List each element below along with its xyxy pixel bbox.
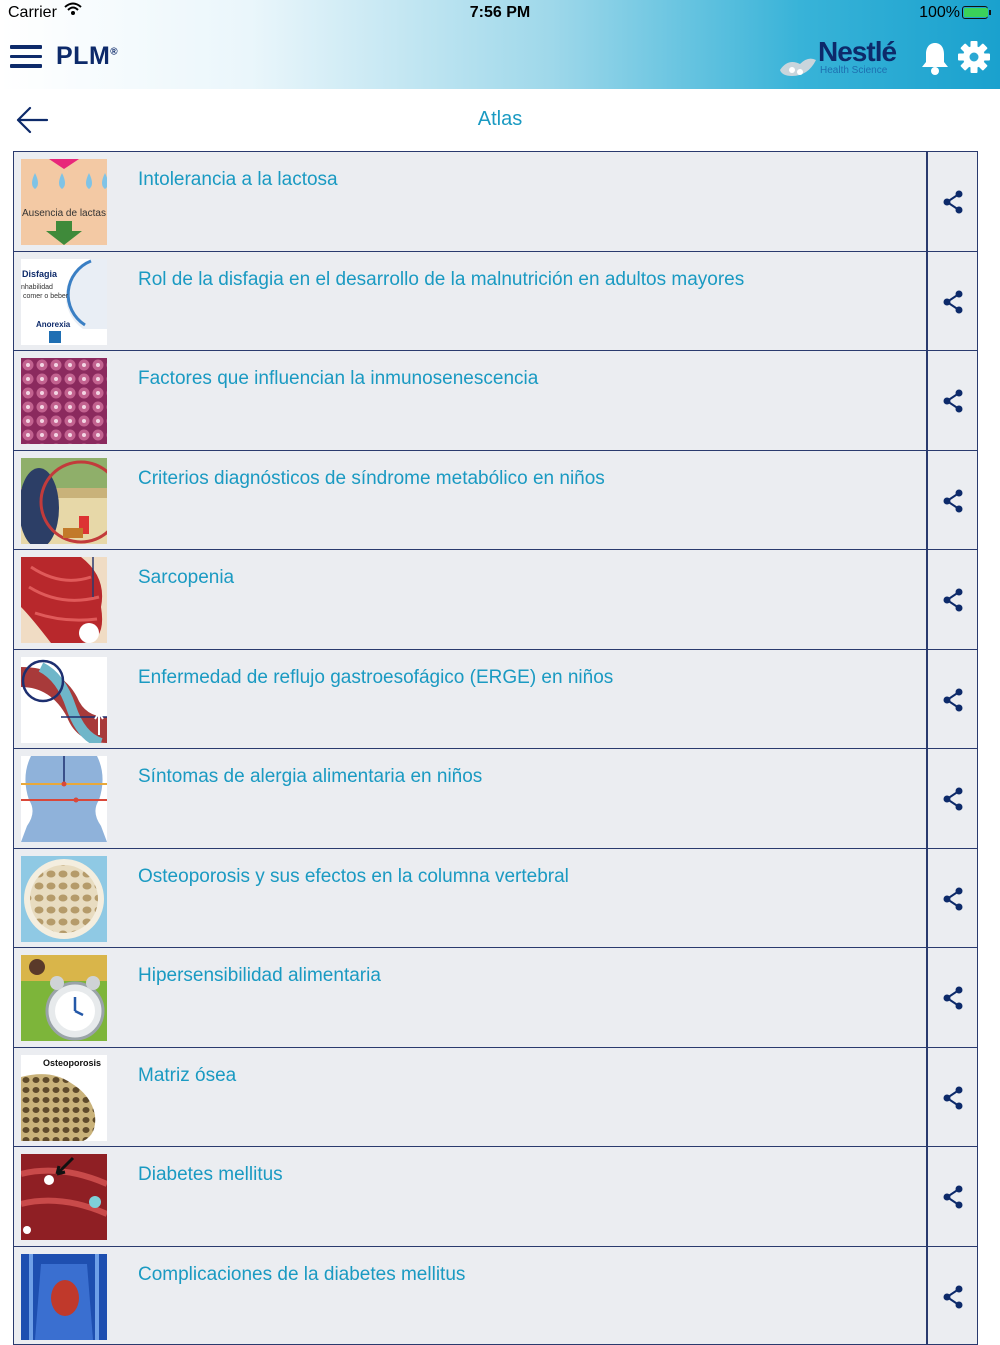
list-item[interactable] (13, 1146, 978, 1246)
share-button[interactable] (926, 451, 979, 550)
thumbnail-reflux (21, 657, 107, 743)
thumbnail-metabolic (21, 458, 107, 544)
share-icon[interactable] (942, 1185, 964, 1209)
hamburger-menu-icon[interactable] (10, 45, 42, 69)
gear-icon[interactable] (957, 40, 991, 74)
share-button[interactable] (926, 849, 979, 948)
share-icon[interactable] (942, 489, 964, 513)
share-icon[interactable] (942, 190, 964, 214)
share-icon[interactable] (942, 688, 964, 712)
thumbnail-tissue (21, 358, 107, 444)
list-item[interactable] (13, 748, 978, 848)
item-title[interactable]: Factores que influencian la inmunosenescencia (138, 368, 807, 390)
list-item[interactable] (13, 350, 978, 450)
svg-text:Ausencia de lactas: Ausencia de lactas (22, 208, 106, 219)
share-button[interactable] (926, 1247, 979, 1345)
thumbnail-dysphagia (21, 259, 107, 345)
thumbnail-bone-section (21, 856, 107, 942)
thumbnail-allergy (21, 756, 107, 842)
item-title[interactable]: Síntomas de alergia alimentaria en niños (138, 766, 807, 788)
share-button[interactable] (926, 351, 979, 450)
share-button[interactable] (926, 152, 979, 251)
item-title[interactable]: Criterios diagnósticos de síndrome metabólico en niños (138, 468, 807, 490)
item-title[interactable]: Rol de la disfagia en el desarrollo de la malnutrición en adultos mayores (138, 269, 807, 291)
item-title[interactable]: Complicaciones de la diabetes mellitus (138, 1264, 807, 1286)
share-button[interactable] (926, 1048, 979, 1147)
item-title[interactable]: Diabetes mellitus (138, 1164, 807, 1186)
share-icon[interactable] (942, 787, 964, 811)
carrier-label: Carrier (8, 4, 57, 22)
svg-text:Anorexia: Anorexia (36, 320, 71, 329)
share-icon[interactable] (942, 887, 964, 911)
thumbnail-anatomy (21, 1254, 107, 1340)
item-title[interactable]: Enfermedad de reflujo gastroesofágico (ERGE) en niños (138, 667, 807, 689)
item-title[interactable]: Intolerancia a la lactosa (138, 169, 807, 191)
share-icon[interactable] (942, 1285, 964, 1309)
clock: 7:56 PM (0, 4, 1000, 22)
atlas-list (13, 151, 978, 1345)
thumbnail-bone-matrix (21, 1055, 107, 1141)
share-icon[interactable] (942, 588, 964, 612)
share-icon[interactable] (942, 290, 964, 314)
nest-bird-icon (778, 50, 818, 78)
thumbnail-sarcopenia (21, 557, 107, 643)
share-icon[interactable] (942, 986, 964, 1010)
list-item[interactable] (13, 1047, 978, 1147)
page-title: Atlas (0, 108, 1000, 131)
list-item[interactable] (13, 947, 978, 1047)
bell-icon[interactable] (920, 40, 950, 76)
thumbnail-clock-food (21, 955, 107, 1041)
svg-text:comer o beber: comer o beber (23, 293, 69, 300)
plm-logo: PLM® (56, 42, 118, 71)
list-item[interactable] (13, 549, 978, 649)
battery-percent: 100% (919, 4, 960, 22)
share-icon[interactable] (942, 1086, 964, 1110)
list-item[interactable] (13, 848, 978, 948)
share-button[interactable] (926, 252, 979, 351)
list-item[interactable] (13, 1246, 978, 1345)
share-icon[interactable] (942, 389, 964, 413)
thumbnail-lactose (21, 159, 107, 245)
share-button[interactable] (926, 550, 979, 649)
list-item[interactable] (13, 649, 978, 749)
share-button[interactable] (926, 749, 979, 848)
list-item[interactable] (13, 450, 978, 550)
item-title[interactable]: Sarcopenia (138, 567, 807, 589)
svg-text:Disfagia: Disfagia (22, 269, 58, 279)
app-header (0, 0, 1000, 89)
nestle-logo: Nestlé Health Science (778, 36, 908, 80)
share-button[interactable] (926, 948, 979, 1047)
share-button[interactable] (926, 1147, 979, 1246)
item-title[interactable]: Hipersensibilidad alimentaria (138, 965, 807, 987)
item-title[interactable]: Osteoporosis y sus efectos en la columna vertebral (138, 866, 807, 888)
battery-icon (962, 6, 988, 19)
svg-text:nhabilidad: nhabilidad (21, 284, 53, 291)
item-title[interactable]: Matriz ósea (138, 1065, 807, 1087)
share-button[interactable] (926, 650, 979, 749)
list-item[interactable] (13, 151, 978, 251)
svg-text:Osteoporosis: Osteoporosis (43, 1058, 101, 1068)
thumbnail-diabetes (21, 1154, 107, 1240)
list-item[interactable] (13, 251, 978, 351)
